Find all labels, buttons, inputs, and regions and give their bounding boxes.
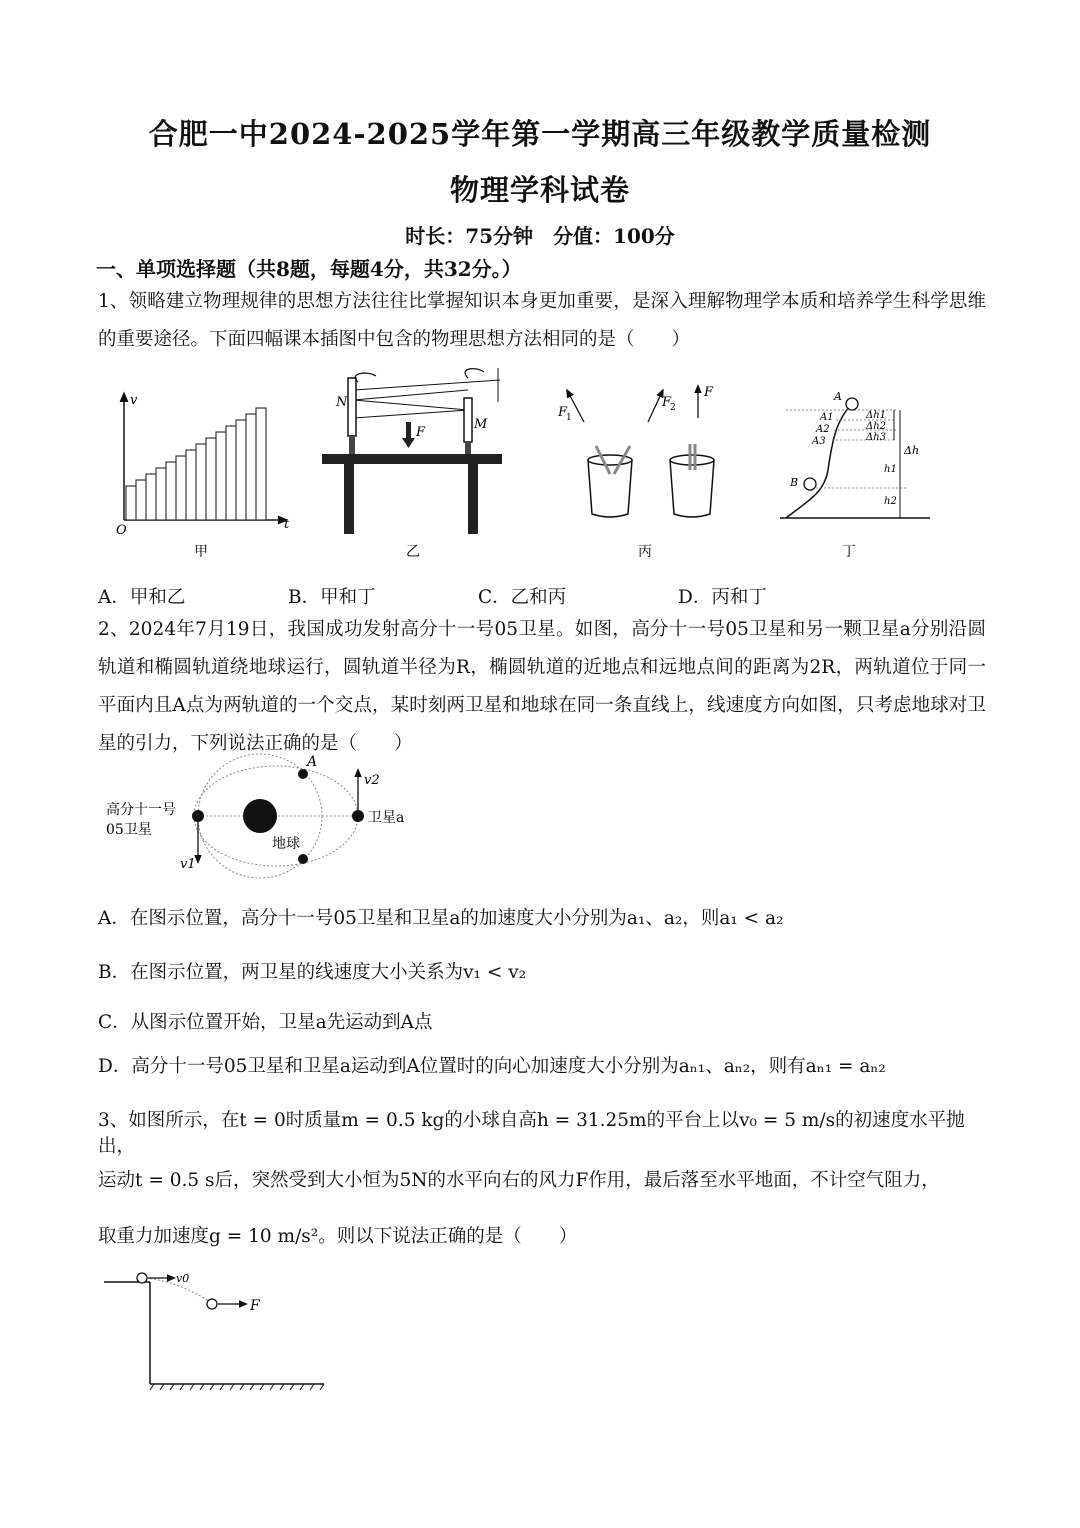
- label-b: B: [790, 476, 799, 489]
- label-a: A: [307, 754, 318, 770]
- label-f2: F: [662, 395, 672, 410]
- cup: [588, 460, 632, 517]
- rotation-arrow-icon: [465, 369, 484, 378]
- label-h1: h1: [884, 464, 897, 475]
- y-axis-label: v: [130, 393, 138, 408]
- step-bar: [136, 480, 146, 520]
- table-top: [322, 454, 502, 464]
- figure-orbits: [100, 752, 430, 880]
- label-dh3: Δh3: [866, 432, 887, 443]
- light-path: [354, 390, 468, 400]
- step-bar: [216, 432, 226, 520]
- step-bar: [186, 450, 196, 520]
- figure-caption: 丁: [842, 544, 856, 560]
- question-1-options: [98, 583, 986, 609]
- label-sat1-line2: 05卫星: [106, 822, 152, 838]
- section-heading: 一、单项选择题（共8题，每题4分，共32分。）: [96, 257, 522, 281]
- cup: [670, 460, 714, 517]
- label-f2-sub: 2: [670, 403, 676, 413]
- ball-wind: [207, 1299, 217, 1309]
- question-2-stem: 2、2024年7月19日，我国成功发射高分十一号05卫星。如图，高分十一号05卫星和另一颗卫星a分别沿圆轨道和椭圆轨道绕地球运行，圆轨道半径为R，椭圆轨道的近地点和远地点间的距离为2R，两轨道位于同一平面内且A点为两轨道的一个交点，某时刻两卫星和地球在同一条直线上，线速度方向如图，只考虑地球对卫星的引力，下列说法正确的是（ ）: [98, 619, 986, 754]
- force-arrow-icon: [406, 422, 411, 440]
- label-f: F: [250, 1298, 260, 1314]
- label-v1: v1: [180, 857, 196, 872]
- step-bar: [256, 408, 266, 520]
- option-d[interactable]: D．丙和丁: [678, 587, 767, 608]
- light-path: [354, 400, 468, 410]
- label-f: F: [416, 425, 426, 440]
- figure-caption: 甲: [194, 544, 208, 560]
- label-f1: F: [558, 405, 568, 420]
- origin-label: O: [116, 523, 127, 538]
- question-2-option-b[interactable]: B．在图示位置，两卫星的线速度大小关系为v₁ < v₂: [98, 962, 527, 983]
- ground-hatch: [150, 1384, 324, 1390]
- label-dh1: Δh1: [866, 410, 887, 421]
- question-3-line-3: 取重力加速度g = 10 m/s²。则以下说法正确的是（ ）: [98, 1226, 578, 1247]
- step-bar: [146, 474, 156, 520]
- table-leg: [344, 464, 354, 534]
- label-v2: v2: [364, 773, 380, 788]
- option-c[interactable]: C．乙和丙: [478, 587, 567, 608]
- figure-caption: 乙: [406, 544, 420, 560]
- cup-rim: [670, 455, 714, 465]
- option-b[interactable]: B．甲和丁: [288, 587, 376, 608]
- label-f1-sub: 1: [566, 413, 572, 423]
- option-a[interactable]: A．甲和乙: [98, 587, 186, 608]
- step-bar: [196, 444, 206, 520]
- question-2-option-d[interactable]: D．高分十一号05卫星和卫星a运动到A位置时的向心加速度大小分别为aₙ₁、aₙ₂，则有aₙ₁ = aₙ₂: [98, 1056, 886, 1077]
- table-leg: [468, 464, 478, 534]
- question-2-option-c[interactable]: C．从图示位置开始，卫星a先运动到A点: [98, 1012, 433, 1033]
- label-a3: A3: [812, 436, 826, 447]
- point-a: [298, 769, 308, 779]
- question-2-option-a[interactable]: A．在图示位置，高分十一号05卫星和卫星a的加速度大小分别为a₁、a₂，则a₁ < a₂: [98, 908, 784, 929]
- label-dh: Δh: [904, 444, 920, 457]
- satellite-gf11: [192, 810, 204, 822]
- figure-jia: [112, 390, 292, 560]
- question-3-line-1: 3、如图所示，在t = 0时质量m = 0.5 kg的小球自高h = 31.25m的平台上以v₀ = 5 m/s的初速度水平抛出，: [98, 1110, 965, 1157]
- rotation-arrow-icon: [355, 373, 376, 382]
- label-a1: A1: [820, 412, 834, 423]
- step-bar: [226, 426, 236, 520]
- ball-b: [804, 478, 816, 490]
- label-a2: A2: [816, 424, 830, 435]
- label-sat1-line1: 高分十一号: [106, 802, 176, 818]
- label-v0: v0: [176, 1272, 190, 1285]
- slope-curve: [786, 404, 852, 518]
- satellite-a: [352, 810, 364, 822]
- mirror-n: [348, 378, 356, 436]
- ball-start: [137, 1273, 147, 1283]
- ball-a: [846, 398, 858, 410]
- force-f2-arrow: [648, 392, 662, 422]
- earth: [243, 799, 277, 833]
- intersection-point: [298, 854, 308, 864]
- x-axis-label: t: [284, 517, 290, 532]
- mirror-m: [464, 398, 472, 442]
- label-m: M: [474, 417, 488, 432]
- label-a: A: [834, 390, 842, 403]
- force-arrow-head: [402, 438, 415, 448]
- step-bar: [166, 462, 176, 520]
- figure-ding: [776, 390, 936, 560]
- step-bar: [156, 468, 166, 520]
- label-earth: 地球: [272, 836, 300, 852]
- question-3-line-2: 运动t = 0.5 s后，突然受到大小恒为5N的水平向右的风力F作用，最后落至水平地面，不计空气阻力，: [98, 1170, 940, 1191]
- step-bar: [236, 420, 246, 520]
- label-sat-a: 卫星a: [368, 810, 405, 826]
- figure-projectile: [100, 1268, 340, 1394]
- step-bar: [246, 414, 256, 520]
- step-bar: [176, 456, 186, 520]
- step-bar: [206, 438, 216, 520]
- mirror-stand: [349, 436, 355, 454]
- label-h2: h2: [884, 496, 897, 507]
- light-path: [354, 380, 500, 390]
- step-bar: [126, 486, 136, 520]
- exam-meta: 时长：75分钟 分值：100分: [405, 224, 675, 248]
- label-f: F: [704, 385, 714, 400]
- step-bars: [126, 408, 266, 520]
- figure-caption: 丙: [638, 544, 652, 560]
- figure-yi: [318, 362, 508, 560]
- subject-title: 物理学科试卷: [449, 173, 630, 207]
- light-path: [354, 410, 468, 418]
- label-n: N: [336, 395, 348, 410]
- exam-title: 合肥一中2024-2025学年第一学期高三年级教学质量检测: [148, 117, 932, 151]
- mirror-stand: [465, 442, 471, 454]
- question-1-stem: 1、领略建立物理规律的思想方法往往比掌握知识本身更加重要，是深入理解物理学本质和培养学生科学思维的重要途径。下面四幅课本插图中包含的物理思想方法相同的是（ ）: [98, 291, 986, 350]
- figure-bing: [552, 378, 742, 560]
- label-dh2: Δh2: [866, 421, 887, 432]
